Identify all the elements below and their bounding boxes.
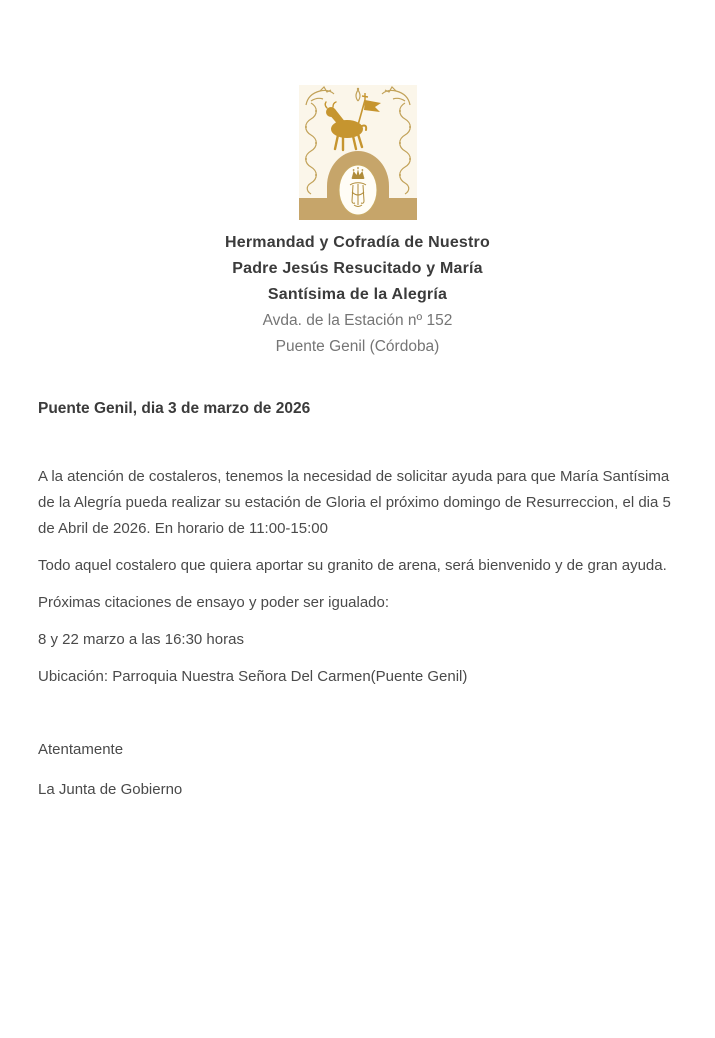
hermandad-crest-emblem <box>299 85 417 220</box>
letter-paragraph: Ubicación: Parroquia Nuestra Señora Del Carmen(Puente Genil) <box>38 668 468 685</box>
letter-paragraph: Próximas citaciones de ensayo y poder ser igualado: <box>38 594 390 611</box>
monogram-medallion-icon <box>339 165 377 215</box>
letter-page <box>0 85 715 1038</box>
org-address-street: Avda. de la Estación nº 152 <box>262 312 453 329</box>
letter-paragraph: Todo aquel costalero que quiera aportar su granito de arena, será bienvenido y de gran ayuda. <box>38 557 667 574</box>
letter-body <box>0 396 715 803</box>
org-name-line3: Santísima de la Alegría <box>267 286 448 303</box>
signature: La Junta de Gobierno <box>38 781 183 798</box>
letter-paragraph: 8 y 22 marzo a las 16:30 horas <box>38 631 244 648</box>
org-name-line1: Hermandad y Cofradía de Nuestro <box>225 234 490 251</box>
closing-salutation: Atentamente <box>38 741 124 758</box>
dateline: Puente Genil, dia 3 de marzo de 2026 <box>38 400 311 417</box>
org-header <box>0 230 715 360</box>
org-address-city: Puente Genil (Córdoba) <box>275 338 440 355</box>
letter-paragraph: A la atención de costaleros, tenemos la necesidad de solicitar ayuda para que María Santísima de la Alegría pueda realizar su estación de Gloria el próximo domingo de Resurreccion, el dia 5 de Abril de 2026. En horario de 11:00-15:00 <box>38 468 671 537</box>
org-name-line2: Padre Jesús Resucitado y María <box>232 260 483 277</box>
